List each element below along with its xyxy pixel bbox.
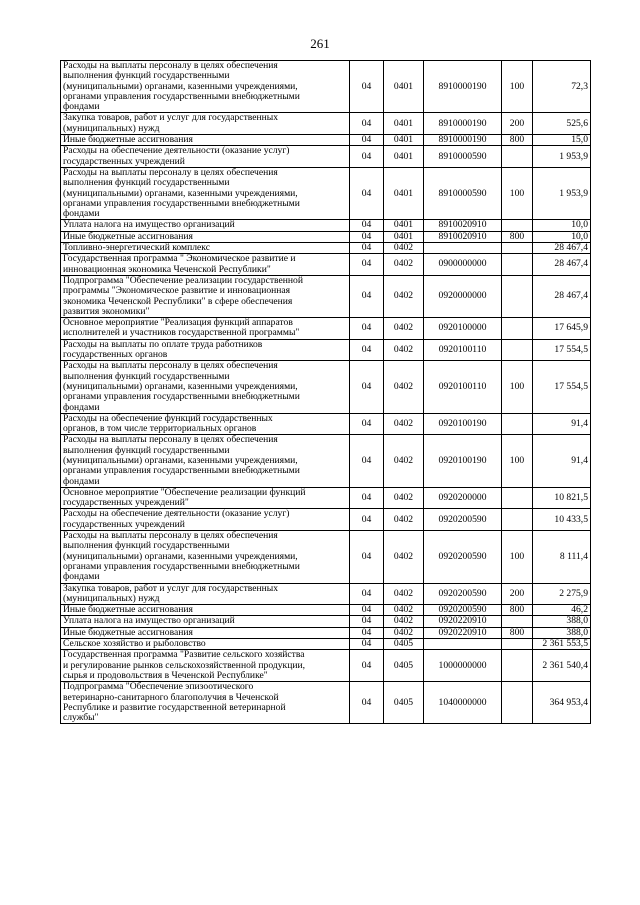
expense-type-code-cell: 100 [502,435,533,487]
section-code-cell: 04 [350,605,384,616]
expense-type-code-cell: 100 [502,61,533,113]
table-row [61,583,591,605]
amount-cell: 28 467,4 [533,254,591,276]
amount-cell: 10,0 [533,231,591,242]
subsection-code-cell: 0402 [384,616,424,627]
amount-cell: 17 554,5 [533,361,591,413]
target-article-code-cell: 1040000000 [424,682,502,724]
subsection-code-cell: 0401 [384,167,424,219]
subsection-code-cell: 0401 [384,135,424,146]
amount-cell: 17 645,9 [533,318,591,340]
section-code-cell: 04 [350,61,384,113]
section-code-cell: 04 [350,639,384,650]
amount-cell: 2 275,9 [533,583,591,605]
item-name-cell: Государственная программа " Экономическое развитие и инновационная экономика Чеченской Республики" [61,254,350,276]
amount-cell: 388,0 [533,627,591,638]
table-row [61,61,591,113]
expense-type-code-cell [502,339,533,361]
table-row [61,113,591,135]
amount-cell: 17 554,5 [533,339,591,361]
section-code-cell: 04 [350,243,384,254]
table-row [61,146,591,168]
target-article-code-cell: 8910000190 [424,135,502,146]
target-article-code-cell: 0920200590 [424,605,502,616]
expense-type-code-cell: 100 [502,531,533,583]
item-name-cell: Расходы на выплаты персоналу в целях обеспечения выполнения функций государственными (муниципальными) органами, казенными учреждениями, органами управления государственными внебюджетными фондами [61,435,350,487]
expense-type-code-cell [502,254,533,276]
table-row [61,639,591,650]
amount-cell: 28 467,4 [533,243,591,254]
expense-type-code-cell: 800 [502,627,533,638]
target-article-code-cell: 0920100190 [424,435,502,487]
table-row [61,243,591,254]
table-row [61,275,591,317]
table-row [61,339,591,361]
table-row [61,509,591,531]
expense-type-code-cell [502,146,533,168]
amount-cell: 388,0 [533,616,591,627]
amount-cell: 46,2 [533,605,591,616]
amount-cell: 10 433,5 [533,509,591,531]
target-article-code-cell: 8910000590 [424,146,502,168]
item-name-cell: Расходы на выплаты персоналу в целях обеспечения выполнения функций государственными (муниципальными) органами, казенными учреждениями, органами управления государственными внебюджетными фондами [61,167,350,219]
expense-type-code-cell [502,275,533,317]
amount-cell: 1 953,9 [533,146,591,168]
target-article-code-cell: 0920220910 [424,616,502,627]
expense-type-code-cell: 200 [502,583,533,605]
target-article-code-cell: 0920200000 [424,487,502,509]
section-code-cell: 04 [350,682,384,724]
expense-type-code-cell [502,487,533,509]
amount-cell: 2 361 540,4 [533,650,591,682]
item-name-cell: Основное мероприятие "Обеспечение реализации функций государственных учреждений" [61,487,350,509]
item-name-cell: Иные бюджетные ассигнования [61,231,350,242]
section-code-cell: 04 [350,361,384,413]
section-code-cell: 04 [350,113,384,135]
expense-type-code-cell [502,616,533,627]
section-code-cell: 04 [350,167,384,219]
target-article-code-cell: 0920100110 [424,339,502,361]
expense-type-code-cell: 800 [502,231,533,242]
table-row [61,231,591,242]
subsection-code-cell: 0402 [384,318,424,340]
item-name-cell: Топливно-энергетический комплекс [61,243,350,254]
item-name-cell: Иные бюджетные ассигнования [61,605,350,616]
subsection-code-cell: 0402 [384,275,424,317]
subsection-code-cell: 0401 [384,113,424,135]
section-code-cell: 04 [350,509,384,531]
table-row [61,254,591,276]
target-article-code-cell: 0920100110 [424,361,502,413]
section-code-cell: 04 [350,220,384,231]
target-article-code-cell: 0920200590 [424,509,502,531]
item-name-cell: Подпрограмма "Обеспечение эпизоотического ветеринарно-санитарного благополучия в Чеченской Республике и развитие государственной ветеринарной службы" [61,682,350,724]
target-article-code-cell: 8910000190 [424,61,502,113]
target-article-code-cell: 8910020910 [424,231,502,242]
item-name-cell: Уплата налога на имущество организаций [61,616,350,627]
table-row [61,605,591,616]
expense-type-code-cell: 100 [502,361,533,413]
item-name-cell: Государственная программа "Развитие сельского хозяйства и регулирование рынков сельскохозяйственной продукции, сырья и продовольствия в Чеченской Республике" [61,650,350,682]
expense-type-code-cell: 200 [502,113,533,135]
target-article-code-cell: 0920000000 [424,275,502,317]
table-row [61,413,591,435]
item-name-cell: Основное мероприятие "Реализация функций аппаратов исполнителей и участников государственной программы" [61,318,350,340]
item-name-cell: Подпрограмма "Обеспечение реализации государственной программы "Экономическое развитие и инновационная экономика Чеченской Республики" в сфере обеспечения развития экономики" [61,275,350,317]
section-code-cell: 04 [350,435,384,487]
expense-type-code-cell [502,682,533,724]
section-code-cell: 04 [350,413,384,435]
amount-cell: 10,0 [533,220,591,231]
target-article-code-cell: 8910000590 [424,167,502,219]
expense-type-code-cell [502,650,533,682]
subsection-code-cell: 0401 [384,231,424,242]
amount-cell: 91,4 [533,413,591,435]
target-article-code-cell: 0900000000 [424,254,502,276]
expense-type-code-cell [502,639,533,650]
section-code-cell: 04 [350,275,384,317]
subsection-code-cell: 0402 [384,487,424,509]
expense-type-code-cell: 800 [502,135,533,146]
section-code-cell: 04 [350,627,384,638]
expense-type-code-cell [502,509,533,531]
section-code-cell: 04 [350,231,384,242]
item-name-cell: Сельское хозяйство и рыболовство [61,639,350,650]
table-row [61,167,591,219]
table-row [61,650,591,682]
subsection-code-cell: 0402 [384,339,424,361]
subsection-code-cell: 0402 [384,509,424,531]
amount-cell: 1 953,9 [533,167,591,219]
amount-cell: 10 821,5 [533,487,591,509]
amount-cell: 364 953,4 [533,682,591,724]
target-article-code-cell: 0920200590 [424,531,502,583]
subsection-code-cell: 0405 [384,639,424,650]
item-name-cell: Расходы на выплаты персоналу в целях обеспечения выполнения функций государственными (муниципальными) органами, казенными учреждениями, органами управления государственными внебюджетными фондами [61,361,350,413]
target-article-code-cell: 8910020910 [424,220,502,231]
target-article-code-cell: 0920100190 [424,413,502,435]
amount-cell: 15,0 [533,135,591,146]
table-row [61,318,591,340]
subsection-code-cell: 0401 [384,220,424,231]
table-row [61,435,591,487]
budget-table [60,60,591,724]
section-code-cell: 04 [350,339,384,361]
item-name-cell: Закупка товаров, работ и услуг для государственных (муниципальных) нужд [61,113,350,135]
amount-cell: 72,3 [533,61,591,113]
subsection-code-cell: 0405 [384,650,424,682]
amount-cell: 525,6 [533,113,591,135]
target-article-code-cell [424,243,502,254]
item-name-cell: Расходы на обеспечение функций государственных органов, в том числе территориальных органов [61,413,350,435]
subsection-code-cell: 0402 [384,413,424,435]
table-row [61,682,591,724]
table-row [61,361,591,413]
section-code-cell: 04 [350,616,384,627]
subsection-code-cell: 0402 [384,361,424,413]
section-code-cell: 04 [350,318,384,340]
section-code-cell: 04 [350,531,384,583]
page-number: 261 [310,36,330,51]
subsection-code-cell: 0402 [384,243,424,254]
table-row [61,487,591,509]
amount-cell: 8 111,4 [533,531,591,583]
item-name-cell: Закупка товаров, работ и услуг для государственных (муниципальных) нужд [61,583,350,605]
section-code-cell: 04 [350,135,384,146]
subsection-code-cell: 0402 [384,531,424,583]
amount-cell: 2 361 553,5 [533,639,591,650]
subsection-code-cell: 0401 [384,146,424,168]
subsection-code-cell: 0402 [384,435,424,487]
section-code-cell: 04 [350,583,384,605]
target-article-code-cell: 0920220910 [424,627,502,638]
target-article-code-cell: 1000000000 [424,650,502,682]
item-name-cell: Расходы на выплаты персоналу в целях обеспечения выполнения функций государственными (муниципальными) органами, казенными учреждениями, органами управления государственными внебюджетными фондами [61,61,350,113]
table-row [61,531,591,583]
expense-type-code-cell: 800 [502,605,533,616]
budget-table-body [61,61,591,724]
item-name-cell: Расходы на обеспечение деятельности (оказание услуг) государственных учреждений [61,509,350,531]
expense-type-code-cell [502,243,533,254]
target-article-code-cell: 0920200590 [424,583,502,605]
expense-type-code-cell [502,220,533,231]
table-row [61,135,591,146]
section-code-cell: 04 [350,146,384,168]
target-article-code-cell: 0920100000 [424,318,502,340]
subsection-code-cell: 0402 [384,254,424,276]
item-name-cell: Уплата налога на имущество организаций [61,220,350,231]
table-row [61,616,591,627]
table-row [61,627,591,638]
table-row [61,220,591,231]
section-code-cell: 04 [350,254,384,276]
subsection-code-cell: 0405 [384,682,424,724]
item-name-cell: Иные бюджетные ассигнования [61,627,350,638]
target-article-code-cell: 8910000190 [424,113,502,135]
item-name-cell: Иные бюджетные ассигнования [61,135,350,146]
target-article-code-cell [424,639,502,650]
item-name-cell: Расходы на выплаты персоналу в целях обеспечения выполнения функций государственными (муниципальными) органами, казенными учреждениями, органами управления государственными внебюджетными фондами [61,531,350,583]
subsection-code-cell: 0402 [384,583,424,605]
subsection-code-cell: 0402 [384,627,424,638]
amount-cell: 28 467,4 [533,275,591,317]
expense-type-code-cell [502,413,533,435]
section-code-cell: 04 [350,650,384,682]
subsection-code-cell: 0401 [384,61,424,113]
subsection-code-cell: 0402 [384,605,424,616]
expense-type-code-cell: 100 [502,167,533,219]
amount-cell: 91,4 [533,435,591,487]
expense-type-code-cell [502,318,533,340]
item-name-cell: Расходы на обеспечение деятельности (оказание услуг) государственных учреждений [61,146,350,168]
section-code-cell: 04 [350,487,384,509]
item-name-cell: Расходы на выплаты по оплате труда работников государственных органов [61,339,350,361]
